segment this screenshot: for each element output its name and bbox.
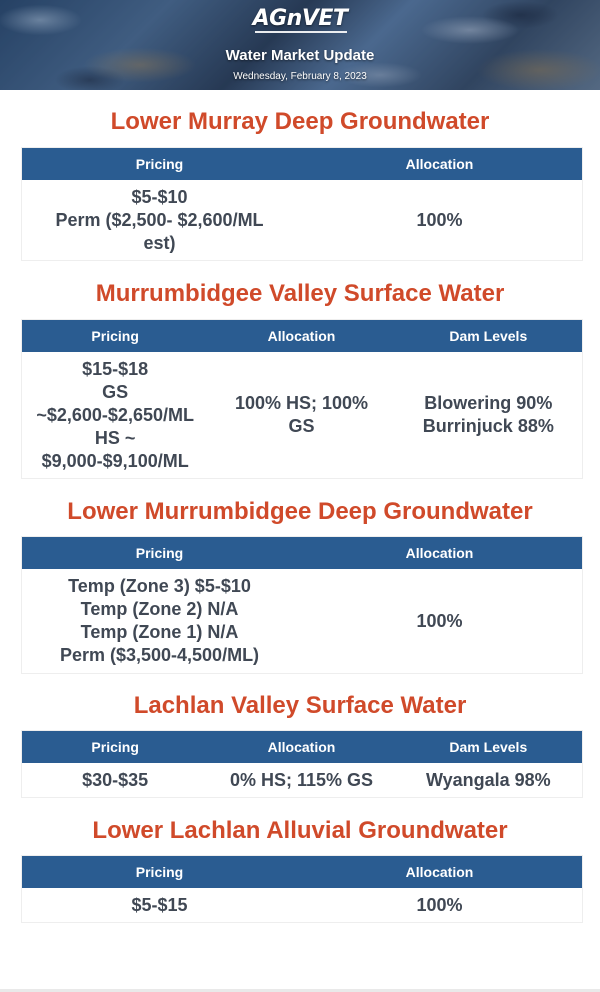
cell-dam-levels: Wyangala 98% — [425, 769, 551, 790]
brand-logo: AGnVET — [252, 6, 348, 31]
table-row — [22, 888, 582, 922]
column-header-allocation: Allocation — [267, 739, 336, 755]
cell-allocation: 100% — [416, 610, 463, 631]
column-header-pricing: Pricing — [135, 545, 184, 561]
cell-pricing: $30-$35 — [82, 769, 149, 790]
column-header-pricing: Pricing — [135, 864, 184, 880]
section-title-lachlan-valley: Lachlan Valley Surface Water — [133, 692, 467, 719]
column-header-pricing: Pricing — [135, 156, 184, 172]
header-banner — [0, 0, 600, 90]
cell-pricing: $5-$10 Perm ($2,500- $2,600/ML est) — [55, 186, 264, 253]
section-title-lower-murrumbidgee: Lower Murrumbidgee Deep Groundwater — [67, 498, 533, 525]
section-title-murrumbidgee-valley: Murrumbidgee Valley Surface Water — [95, 280, 505, 307]
logo-underline — [255, 31, 347, 33]
cell-pricing: $15-$18 GS ~$2,600-$2,650/ML HS ~ $9,000-$9,100/ML — [36, 358, 194, 471]
table-header — [22, 537, 582, 569]
cell-pricing: $5-$15 — [131, 894, 188, 915]
table-header — [22, 856, 582, 888]
cell-allocation: 100% — [416, 209, 463, 230]
newsletter-date: Wednesday, February 8, 2023 — [233, 71, 367, 82]
table-lower-lachlan — [21, 855, 583, 923]
column-header-allocation: Allocation — [405, 156, 474, 172]
table-header — [22, 320, 582, 352]
table-row — [22, 569, 582, 673]
cell-allocation: 0% HS; 115% GS — [229, 769, 374, 790]
cell-allocation: 100% — [416, 894, 463, 915]
cell-allocation: 100% HS; 100% GS — [234, 393, 369, 436]
column-header-dam-levels: Dam Levels — [449, 739, 528, 755]
column-header-dam-levels: Dam Levels — [449, 328, 528, 344]
table-lower-murrumbidgee — [21, 536, 583, 674]
column-header-allocation: Allocation — [405, 545, 474, 561]
table-row — [22, 763, 582, 797]
table-row — [22, 180, 582, 260]
table-lachlan-valley — [21, 730, 583, 798]
table-murrumbidgee-valley — [21, 319, 583, 479]
cell-pricing: Temp (Zone 3) $5-$10 Temp (Zone 2) N/A Temp (Zone 1) N/A Perm ($3,500-4,500/ML) — [59, 576, 260, 665]
column-header-pricing: Pricing — [91, 328, 139, 344]
table-lower-murray — [21, 147, 583, 261]
table-row — [22, 352, 582, 478]
section-title-lower-lachlan: Lower Lachlan Alluvial Groundwater — [92, 817, 508, 844]
column-header-allocation: Allocation — [405, 864, 474, 880]
table-header — [22, 148, 582, 180]
newsletter-title: Water Market Update — [225, 47, 375, 64]
section-title-lower-murray: Lower Murray Deep Groundwater — [110, 108, 490, 135]
cell-dam-levels: Blowering 90% Burrinjuck 88% — [422, 393, 554, 436]
table-header — [22, 731, 582, 763]
column-header-pricing: Pricing — [91, 739, 139, 755]
column-header-allocation: Allocation — [267, 328, 336, 344]
